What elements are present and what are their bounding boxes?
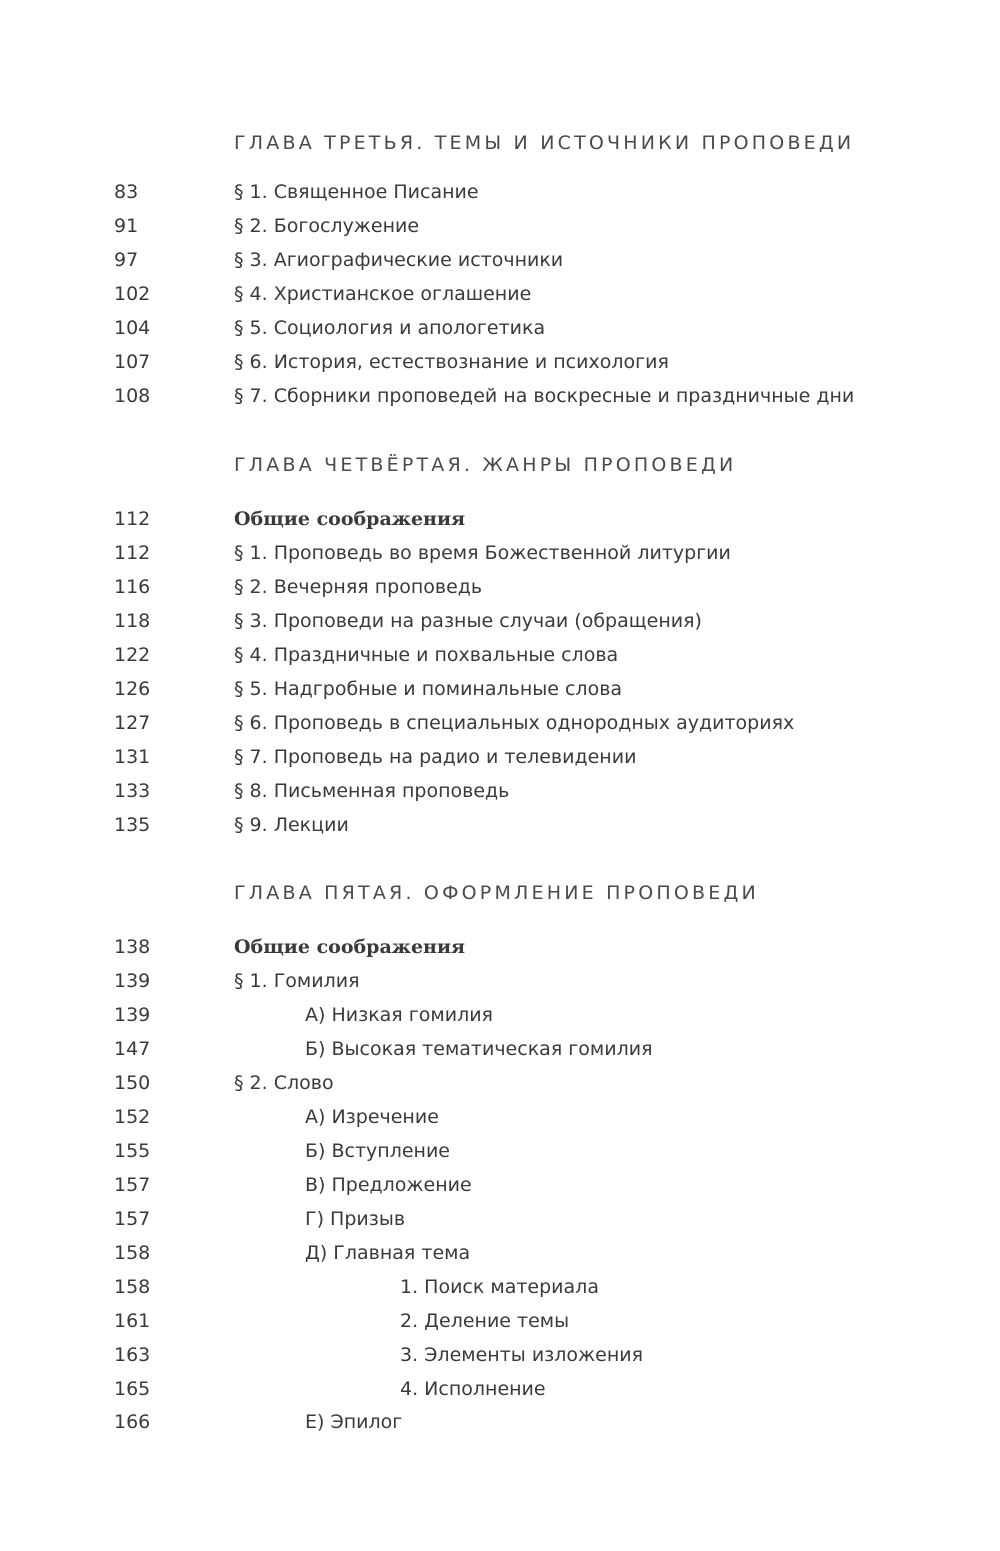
chapter-title: ГЛАВА ЧЕТВЁРТАЯ. ЖАНРЫ ПРОПОВЕДИ [234, 454, 737, 476]
entry-title: В) Предложение [305, 1174, 472, 1196]
page-number: 102 [114, 283, 151, 305]
page-number: 157 [114, 1208, 151, 1230]
toc-entry[interactable] [0, 1208, 1000, 1242]
page-number: 118 [114, 610, 151, 632]
page-number: 138 [114, 936, 151, 958]
toc-entry[interactable] [0, 644, 1000, 678]
page-number: 112 [114, 508, 151, 530]
entry-title: 1. Поиск материала [400, 1276, 599, 1298]
page-number: 166 [114, 1411, 151, 1433]
toc-entry[interactable] [0, 508, 1000, 542]
toc-entry[interactable] [0, 1140, 1000, 1174]
page-number: 150 [114, 1072, 151, 1094]
page-number: 126 [114, 678, 151, 700]
toc-entry[interactable] [0, 814, 1000, 848]
toc-entry[interactable] [0, 1378, 1000, 1412]
toc-entry[interactable] [0, 576, 1000, 610]
page-number: 157 [114, 1174, 151, 1196]
entry-title: 2. Деление темы [400, 1310, 570, 1332]
entry-title: § 3. Агиографические источники [234, 249, 564, 271]
page-number: 161 [114, 1310, 151, 1332]
page-number: 97 [114, 249, 139, 271]
page-number: 104 [114, 317, 151, 339]
toc-entry[interactable] [0, 283, 1000, 317]
entry-title: 3. Элементы изложения [400, 1344, 644, 1366]
entry-title: Г) Призыв [305, 1208, 406, 1230]
entry-title: § 6. История, естествознание и психология [234, 351, 669, 373]
page-number: 158 [114, 1276, 151, 1298]
entry-title: § 4. Христианское оглашение [234, 283, 532, 305]
entry-title: § 3. Проповеди на разные случаи (обращения) [234, 610, 702, 632]
entry-title: Общие соображения [234, 508, 466, 530]
entry-title: § 9. Лекции [234, 814, 349, 836]
entry-title: § 2. Вечерняя проповедь [234, 576, 483, 598]
toc-entry[interactable] [0, 1411, 1000, 1445]
page-number: 165 [114, 1378, 151, 1400]
entry-title: § 5. Надгробные и поминальные слова [234, 678, 623, 700]
entry-title: § 7. Проповедь на радио и телевидении [234, 746, 637, 768]
toc-entry[interactable] [0, 1038, 1000, 1072]
entry-title: 4. Исполнение [400, 1378, 546, 1400]
page-number: 152 [114, 1106, 151, 1128]
page-number: 163 [114, 1344, 151, 1366]
entry-title: § 2. Слово [234, 1072, 334, 1094]
page-number: 158 [114, 1242, 151, 1264]
toc-entry[interactable] [0, 351, 1000, 385]
toc-entry[interactable] [0, 1174, 1000, 1208]
toc-entry[interactable] [0, 181, 1000, 215]
page-number: 122 [114, 644, 151, 666]
entry-title: § 2. Богослужение [234, 215, 420, 237]
page-number: 131 [114, 746, 151, 768]
page-number: 107 [114, 351, 151, 373]
entry-title: § 5. Социология и апологетика [234, 317, 546, 339]
page-number: 91 [114, 215, 139, 237]
toc-entry[interactable] [0, 215, 1000, 249]
toc-entry[interactable] [0, 249, 1000, 283]
page-number: 116 [114, 576, 151, 598]
toc-entry[interactable] [0, 1310, 1000, 1344]
page-number: 112 [114, 542, 151, 564]
entry-title: А) Изречение [305, 1106, 439, 1128]
entry-title: § 1. Проповедь во время Божественной литургии [234, 542, 731, 564]
toc-entry[interactable] [0, 1344, 1000, 1378]
page-number: 108 [114, 385, 151, 407]
page-number: 83 [114, 181, 139, 203]
toc-entry[interactable] [0, 1004, 1000, 1038]
entry-title: Б) Вступление [305, 1140, 450, 1162]
page-number: 139 [114, 970, 151, 992]
toc-entry[interactable] [0, 712, 1000, 746]
toc-entry[interactable] [0, 936, 1000, 970]
entry-title: § 1. Гомилия [234, 970, 360, 992]
page-number: 155 [114, 1140, 151, 1162]
entry-title: § 4. Праздничные и похвальные слова [234, 644, 619, 666]
page-number: 133 [114, 780, 151, 802]
toc-entry[interactable] [0, 317, 1000, 351]
toc-entry[interactable] [0, 610, 1000, 644]
entry-title: § 6. Проповедь в специальных однородных аудиториях [234, 712, 795, 734]
chapter-title: ГЛАВА ПЯТАЯ. ОФОРМЛЕНИЕ ПРОПОВЕДИ [234, 882, 759, 904]
toc-entry[interactable] [0, 780, 1000, 814]
entry-title: § 1. Священное Писание [234, 181, 479, 203]
entry-title: А) Низкая гомилия [305, 1004, 493, 1026]
entry-title: Общие соображения [234, 936, 466, 958]
entry-title: Е) Эпилог [305, 1411, 403, 1433]
toc-entry[interactable] [0, 970, 1000, 1004]
page-number: 147 [114, 1038, 151, 1060]
entry-title: Д) Главная тема [305, 1242, 471, 1264]
page-number: 127 [114, 712, 151, 734]
chapter-title: ГЛАВА ТРЕТЬЯ. ТЕМЫ И ИСТОЧНИКИ ПРОПОВЕДИ [234, 132, 855, 154]
toc-entry[interactable] [0, 1106, 1000, 1140]
entry-title: Б) Высокая тематическая гомилия [305, 1038, 653, 1060]
toc-entry[interactable] [0, 746, 1000, 780]
toc-entry[interactable] [0, 1242, 1000, 1276]
toc-entry[interactable] [0, 1276, 1000, 1310]
toc-entry[interactable] [0, 542, 1000, 576]
entry-title: § 8. Письменная проповедь [234, 780, 510, 802]
page-number: 135 [114, 814, 151, 836]
toc-entry[interactable] [0, 1072, 1000, 1106]
toc-entry[interactable] [0, 678, 1000, 712]
toc-entry[interactable] [0, 385, 1000, 419]
entry-title: § 7. Сборники проповедей на воскресные и праздничные дни [234, 385, 855, 407]
page-number: 139 [114, 1004, 151, 1026]
